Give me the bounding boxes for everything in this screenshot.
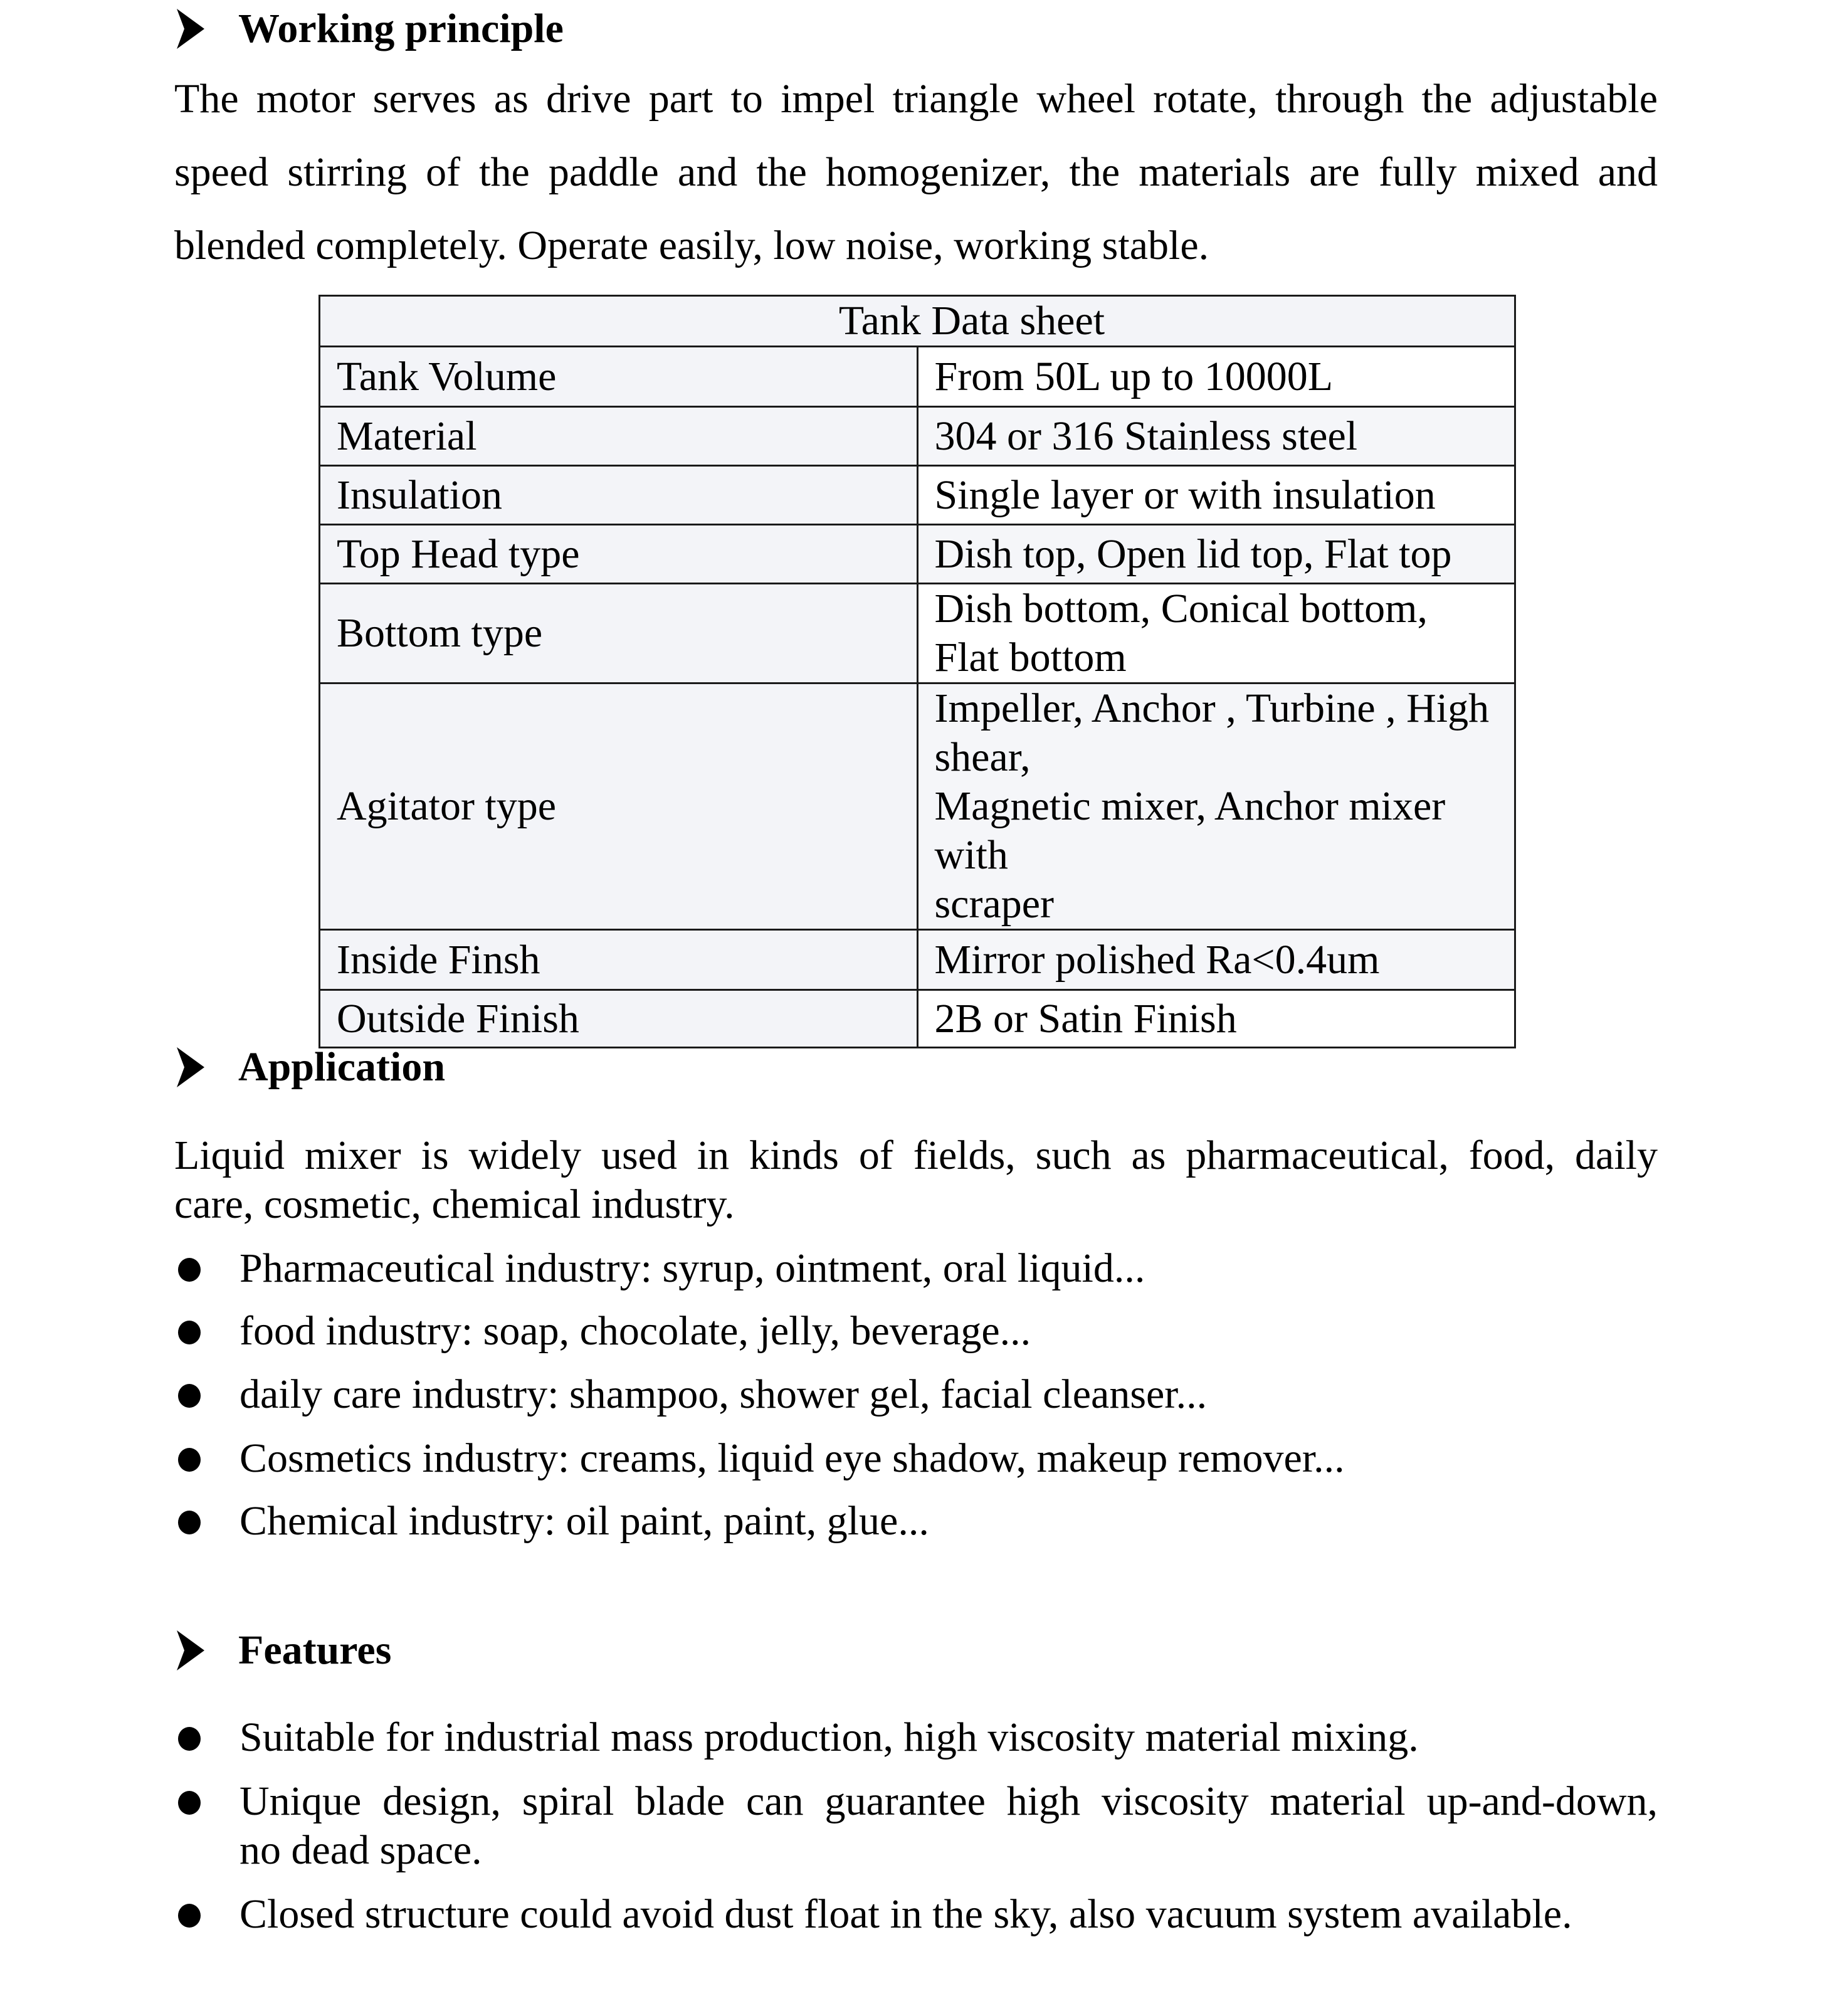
list-item-text: daily care industry: shampoo, shower gel, facial cleanser... [239, 1371, 1208, 1417]
table-cell-value: From 50L up to 10000L [917, 347, 1515, 407]
table-row [320, 347, 1515, 407]
table-cell-value: 304 or 316 Stainless steel [917, 407, 1515, 466]
table-cell-label: Top Head type [320, 525, 918, 584]
table-cell-label: Bottom type [320, 584, 918, 683]
paragraph-line: care, cosmetic, chemical industry. [174, 1181, 735, 1227]
list-item-text: Pharmaceutical industry: syrup, ointment, oral liquid... [239, 1245, 1145, 1291]
table-cell-label: Insulation [320, 466, 918, 525]
section-title: Working principle [238, 6, 564, 51]
table-header-row [320, 296, 1515, 347]
bullet-dot-icon [178, 1791, 201, 1815]
feature-item-text: Closed structure could avoid dust float in the sky, also vacuum system available. [239, 1891, 1572, 1937]
table-cell-value: Mirror polished Ra<0.4um [917, 930, 1515, 990]
paragraph-line: speed stirring of the paddle and the homogenizer, the materials are fully mixed and [174, 149, 1658, 195]
table-cell-value-line: Impeller, Anchor , Turbine , High shear, [934, 685, 1490, 780]
feature-item-text: no dead space. [239, 1827, 482, 1873]
feature-item-text: Unique design, spiral blade can guarantee high viscosity material up-and-down, [239, 1778, 1658, 1824]
bullet-dot-icon [178, 1384, 201, 1408]
table-cell-label: Inside Finsh [320, 930, 918, 990]
bullet-dot-icon [178, 1904, 201, 1928]
table-cell-label: Outside Finish [320, 990, 918, 1048]
table-cell-value: Dish bottom, Conical bottom, Flat bottom [917, 584, 1515, 683]
section-heading-application [176, 1042, 445, 1092]
table-row [320, 407, 1515, 466]
table-row [320, 990, 1515, 1048]
table-cell-value: 2B or Satin Finish [917, 990, 1515, 1048]
arrowhead-right-icon [176, 1047, 204, 1087]
arrowhead-right-icon [176, 1630, 204, 1670]
section-heading-working-principle [176, 4, 564, 54]
paragraph-line: blended completely. Operate easily, low noise, working stable. [174, 223, 1209, 268]
table-row [320, 683, 1515, 930]
arrowhead-right-icon [176, 9, 204, 49]
table-cell-label: Agitator type [320, 683, 918, 930]
section-heading-features [176, 1625, 391, 1676]
table-row [320, 525, 1515, 584]
paragraph-line: Liquid mixer is widely used in kinds of fields, such as pharmaceutical, food, daily [174, 1132, 1658, 1178]
section-title: Application [238, 1044, 446, 1090]
table-cell-value: Single layer or with insulation [917, 466, 1515, 525]
tank-data-table [318, 295, 1516, 1048]
bullet-dot-icon [178, 1727, 201, 1751]
table-row [320, 584, 1515, 683]
table-cell-label: Tank Volume [320, 347, 918, 407]
bullet-dot-icon [178, 1448, 201, 1472]
paragraph-line: The motor serves as drive part to impel triangle wheel rotate, through the adjustable [174, 76, 1658, 122]
table-title: Tank Data sheet [320, 296, 1515, 347]
bullet-dot-icon [178, 1321, 201, 1344]
table-cell-label: Material [320, 407, 918, 466]
section-title: Features [238, 1627, 392, 1673]
table-cell-value [917, 683, 1515, 930]
bullet-dot-icon [178, 1511, 201, 1534]
list-item-text: Cosmetics industry: creams, liquid eye shadow, makeup remover... [239, 1435, 1345, 1481]
table-row [320, 466, 1515, 525]
table-cell-value-line: Magnetic mixer, Anchor mixer with [934, 783, 1446, 878]
table-cell-value-line: scraper [934, 881, 1055, 927]
feature-item-text: Suitable for industrial mass production, high viscosity material mixing. [239, 1714, 1419, 1760]
table-cell-value: Dish top, Open lid top, Flat top [917, 525, 1515, 584]
table-row [320, 930, 1515, 990]
list-item-text: Chemical industry: oil paint, paint, glue... [239, 1498, 929, 1544]
bullet-dot-icon [178, 1258, 201, 1282]
list-item-text: food industry: soap, chocolate, jelly, beverage... [239, 1308, 1031, 1354]
